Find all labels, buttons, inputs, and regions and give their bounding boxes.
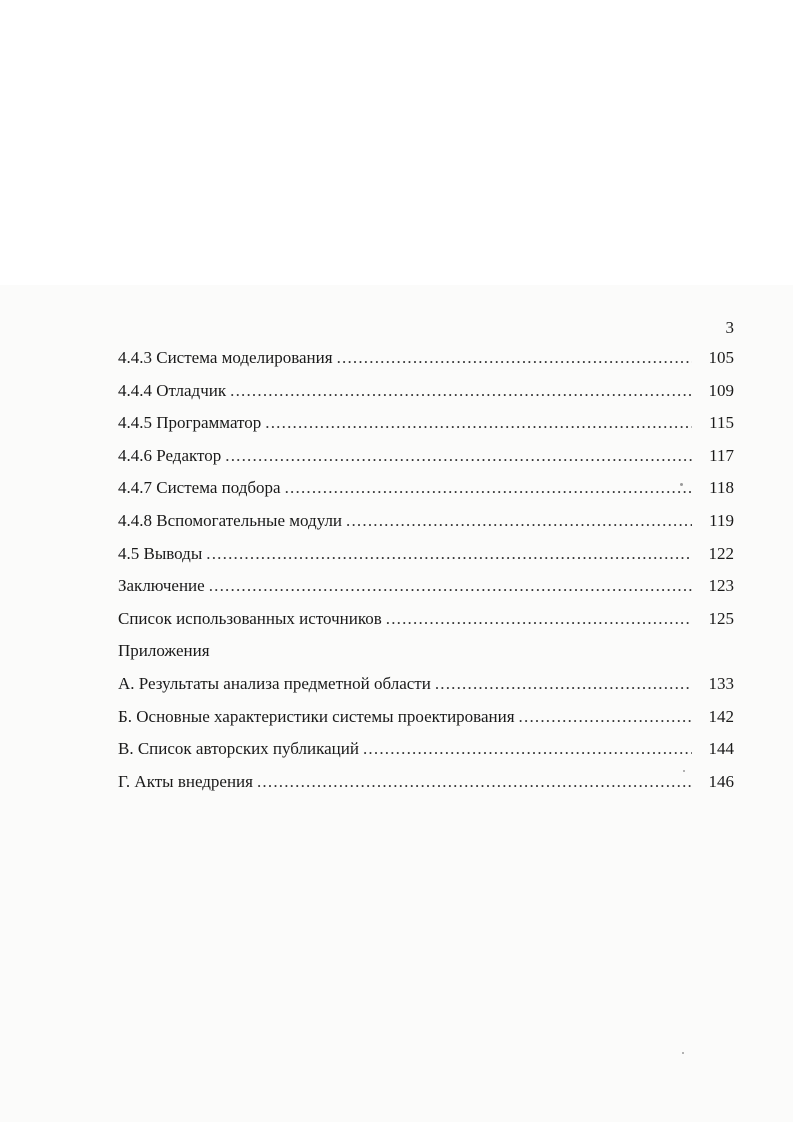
toc-entry-title: 4.4.7 Система подбора: [118, 478, 281, 498]
scan-speck: [680, 483, 683, 486]
toc-entry-page: 123: [708, 576, 734, 596]
toc-entry: [118, 476, 734, 509]
toc-entry-page: 105: [708, 348, 734, 367]
toc-entry-title: Приложения: [118, 641, 210, 661]
toc-leader-dots: [285, 476, 692, 500]
toc-entry: [118, 411, 734, 444]
toc-leader-dots: [225, 444, 692, 468]
toc-leader-dots: [386, 607, 692, 631]
toc-entry-title: 4.4.3 Система моделирования: [118, 348, 333, 367]
toc-leader-dots: [265, 411, 692, 435]
toc-section-heading: [118, 639, 734, 672]
toc-entry-page: 146: [708, 771, 734, 791]
toc-entry-page: 119: [709, 510, 734, 530]
toc-entry-page: 133: [708, 673, 734, 693]
toc-entry: [118, 770, 734, 803]
toc-entry-title: В. Список авторских публикаций: [118, 739, 359, 759]
toc-entry: [118, 379, 734, 412]
toc-entry-page: 117: [709, 445, 734, 465]
page-number: 3: [725, 318, 734, 337]
toc-entry-title: 4.4.6 Редактор: [118, 445, 222, 465]
toc-leader-dots: [206, 542, 692, 566]
scan-speck: [682, 1052, 684, 1054]
toc-entry: [118, 737, 734, 770]
toc-entry: [118, 672, 734, 705]
toc-entry-title: Б. Основные характеристики системы проектирования: [118, 706, 515, 726]
toc-entry-title: Г. Акты внедрения: [118, 771, 253, 791]
table-of-contents: [118, 346, 734, 802]
toc-entry: [118, 705, 734, 738]
toc-entry-page: 122: [708, 543, 734, 563]
toc-leader-dots: [363, 737, 692, 761]
toc-entry-title: А. Результаты анализа предметной области: [118, 673, 431, 693]
toc-leader-dots: [346, 509, 692, 533]
toc-entry: [118, 346, 734, 379]
toc-entry: [118, 509, 734, 542]
toc-entry-title: 4.4.8 Вспомогательные модули: [118, 510, 343, 530]
toc-entry: [118, 444, 734, 477]
toc-leader-dots: [209, 574, 692, 598]
scan-speck: [683, 770, 685, 772]
toc-leader-dots: [435, 672, 692, 696]
toc-entry-title: 4.5 Выводы: [118, 543, 203, 563]
toc-entry-page: 142: [708, 706, 734, 726]
toc-entry-title: Заключение: [118, 576, 205, 596]
toc-leader-dots: [230, 379, 692, 403]
toc-leader-dots: [337, 346, 692, 370]
toc-entry-title: 4.4.4 Отладчик: [118, 380, 227, 400]
toc-entry-title: Список использованных источников: [118, 608, 382, 628]
toc-entry-page: 115: [709, 413, 734, 433]
toc-entry-page: 125: [708, 608, 734, 628]
toc-leader-dots: [519, 705, 692, 729]
toc-entry: [118, 542, 734, 575]
toc-entry-page: 144: [708, 739, 734, 759]
toc-entry-page: 109: [708, 380, 734, 400]
toc-entry-title: 4.4.5 Программатор: [118, 413, 262, 433]
toc-entry: [118, 607, 734, 640]
toc-entry-page: 118: [709, 478, 734, 498]
toc-entry: [118, 574, 734, 607]
toc-leader-dots: [257, 770, 692, 794]
